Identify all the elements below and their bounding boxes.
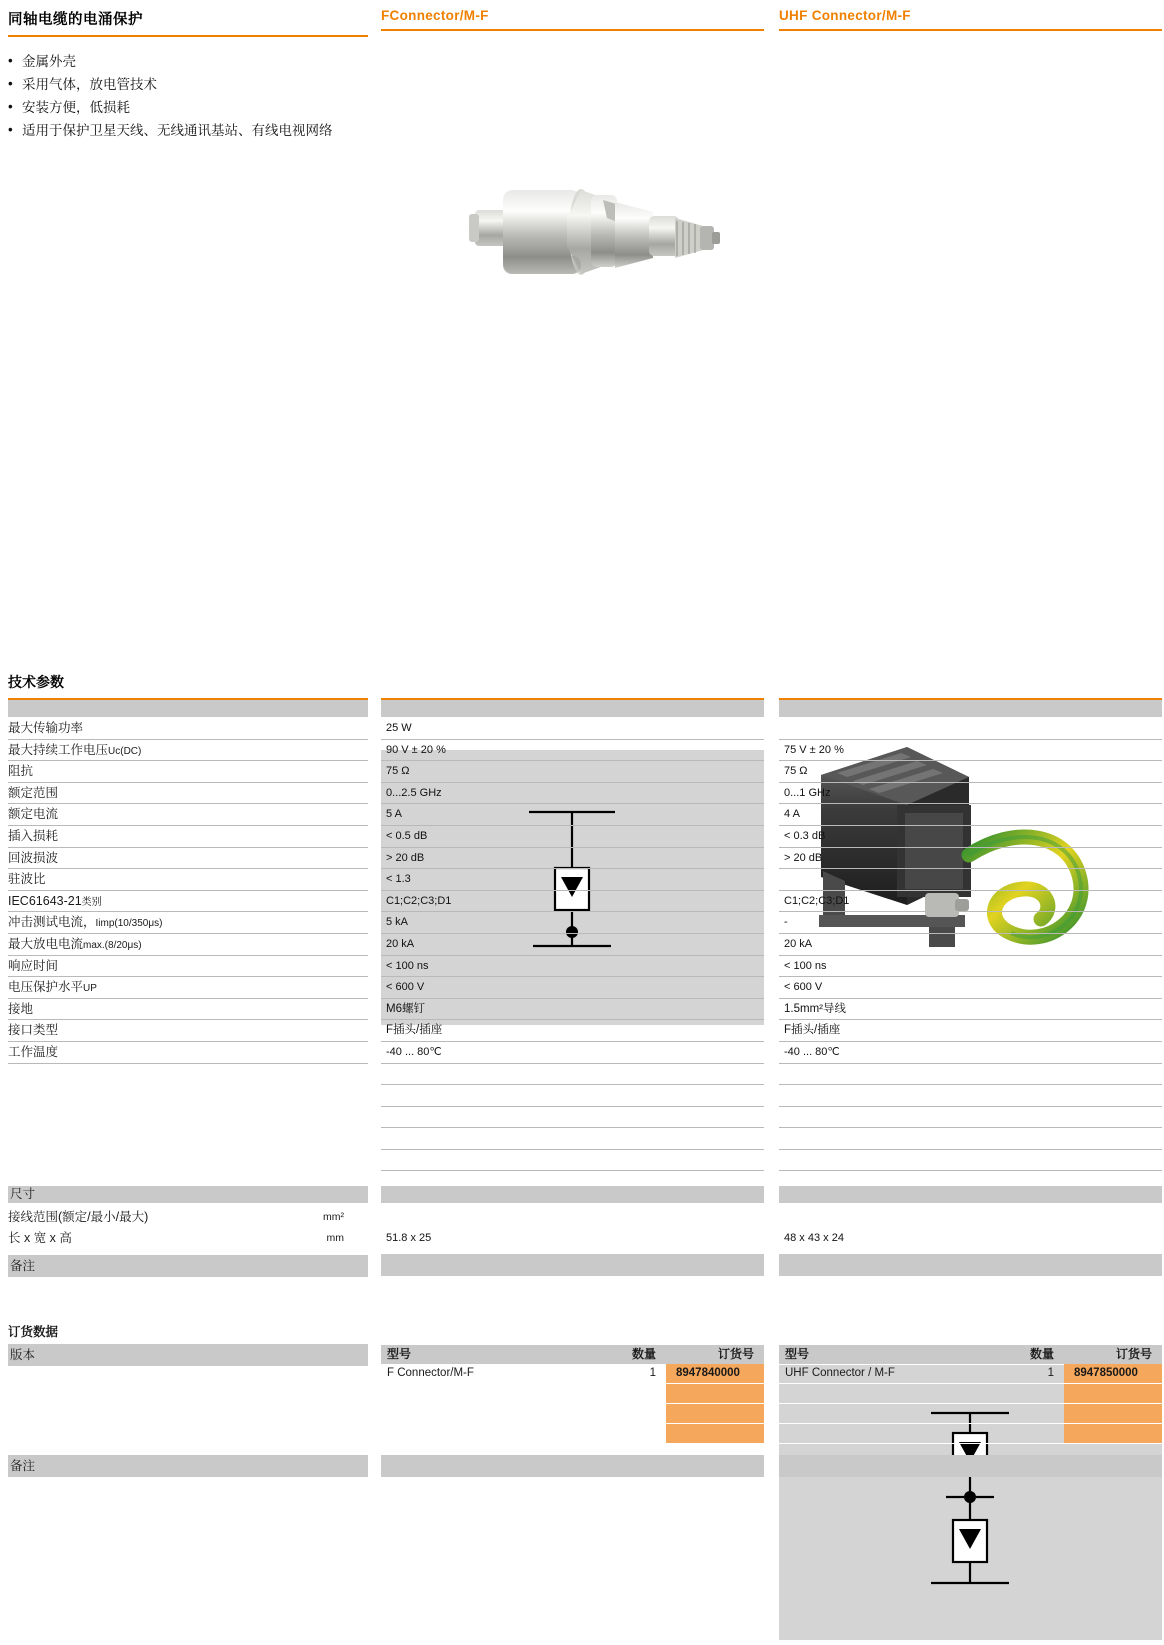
note-label: 备注	[8, 1255, 368, 1277]
left-header	[8, 8, 368, 143]
order-data-section	[8, 1322, 368, 1366]
note-label: 备注	[8, 1455, 368, 1477]
dimension-label: 接线范围(额定/最小/最大) mm²	[8, 1210, 344, 1224]
order-model: UHF Connector / M-F	[785, 1367, 895, 1379]
table-row-empty	[779, 1384, 1162, 1404]
spec-value: 20 kA	[381, 934, 764, 956]
spec-value: 25 W	[381, 718, 764, 740]
spec-value: 75 Ω	[779, 761, 1162, 783]
note-band	[779, 1254, 1162, 1276]
note-band	[381, 1254, 764, 1276]
spec-value-empty	[779, 1085, 1162, 1107]
table-row	[381, 1364, 764, 1384]
spec-value: 75 Ω	[381, 761, 764, 783]
spec-value-empty	[381, 1064, 764, 1086]
list-item: • 采用气体，放电管技术	[8, 74, 368, 95]
spec-value-empty	[779, 1064, 1162, 1086]
spec-value: < 100 ns	[381, 956, 764, 978]
dimension-value	[381, 1207, 764, 1228]
spec-value	[779, 718, 1162, 740]
version-label: 版本	[8, 1344, 368, 1366]
table-row-empty	[381, 1424, 764, 1444]
spec-value: 0...1 GHz	[779, 783, 1162, 805]
order-note-section	[8, 1455, 368, 1477]
order-code: 8947850000	[1064, 1364, 1162, 1383]
spec-label: 接地	[8, 999, 368, 1021]
feature-list	[8, 51, 368, 141]
spec-value: F插头/插座	[779, 1020, 1162, 1042]
spec-value: -40 ... 80℃	[779, 1042, 1162, 1064]
order-code: 8947840000	[666, 1364, 764, 1383]
order-col-model: 型号	[387, 1347, 412, 1361]
spec-value-empty	[381, 1128, 764, 1150]
spec-value-empty	[381, 1085, 764, 1107]
order-col-model: 型号	[785, 1347, 810, 1361]
spec-label: 最大持续工作电压Uc(DC)	[8, 740, 368, 762]
f-connector-dimensions	[381, 1186, 764, 1276]
order-table-header	[381, 1345, 764, 1364]
title-rule	[8, 35, 368, 37]
uhf-connector-order-table	[779, 1345, 1162, 1444]
spec-label: 回波损波	[8, 848, 368, 870]
f-connector-photo	[381, 50, 764, 390]
spec-value: < 100 ns	[779, 956, 1162, 978]
dimension-value: 48 x 43 x 24	[784, 1231, 844, 1244]
order-data-title: 订货数据	[8, 1325, 59, 1339]
spec-label-list	[8, 718, 368, 1064]
column-f-connector-header	[381, 8, 764, 31]
spec-label: 插入损耗	[8, 826, 368, 848]
uhf-connector-spec-values	[779, 718, 1162, 1193]
order-qty: 1	[649, 1367, 656, 1379]
order-table-header	[779, 1345, 1162, 1364]
uhf-connector-note-band	[779, 1455, 1162, 1477]
column-heading: UHF Connector/M-F	[779, 8, 911, 23]
table-row-empty	[381, 1384, 764, 1404]
spec-label: 电压保护水平UP	[8, 977, 368, 999]
spec-label: 阻抗	[8, 761, 368, 783]
f-connector-note-band	[381, 1455, 764, 1477]
column-heading: FConnector/M-F	[381, 8, 489, 23]
column-rule	[381, 29, 764, 31]
spec-value: < 600 V	[381, 977, 764, 999]
spec-value: 4 A	[779, 804, 1162, 826]
spec-value-empty	[779, 1128, 1162, 1150]
dimensions-title: 尺寸	[10, 1187, 36, 1201]
spec-value: 5 kA	[381, 912, 764, 934]
spec-value: < 0.5 dB	[381, 826, 764, 848]
order-col-code: 订货号	[1115, 1347, 1152, 1361]
spec-value-empty	[779, 1107, 1162, 1129]
spec-value: C1;C2;C3;D1	[779, 891, 1162, 913]
spec-value: F插头/插座	[381, 1020, 764, 1042]
table-row-empty	[779, 1404, 1162, 1424]
spec-value-empty	[381, 1150, 764, 1172]
spec-label: 额定电流	[8, 804, 368, 826]
spec-value: 75 V ± 20 %	[779, 740, 1162, 762]
dimension-value	[779, 1207, 1162, 1228]
spec-label: 额定范围	[8, 783, 368, 805]
spec-label: 冲击测试电流，Iimp(10/350μs)	[8, 912, 368, 934]
table-row-empty	[779, 1424, 1162, 1444]
spec-value: C1;C2;C3;D1	[381, 891, 764, 913]
spec-value-empty	[779, 1150, 1162, 1172]
spec-value: -	[779, 912, 1162, 934]
page-title: 同轴电缆的电涌保护	[8, 12, 143, 28]
spec-value: < 600 V	[779, 977, 1162, 999]
spec-label: 工作温度	[8, 1042, 368, 1064]
spec-value-empty	[381, 1107, 764, 1129]
order-model: F Connector/M-F	[387, 1367, 474, 1379]
order-col-qty: 数量	[1029, 1347, 1054, 1361]
spec-label: 响应时间	[8, 956, 368, 978]
spec-value: -40 ... 80℃	[381, 1042, 764, 1064]
spec-value: > 20 dB	[779, 848, 1162, 870]
list-item: • 金属外壳	[8, 51, 368, 72]
f-connector-order-table	[381, 1345, 764, 1444]
list-item: • 安装方便，低损耗	[8, 97, 368, 118]
list-item: • 适用于保护卫星天线、无线通讯基站、有线电视网络	[8, 120, 368, 141]
order-col-code: 订货号	[717, 1347, 754, 1361]
table-row	[779, 1364, 1162, 1384]
dimensions-section	[8, 1186, 368, 1277]
spec-label: 最大放电电流max.(8/20μs)	[8, 934, 368, 956]
spec-label: 驻波比	[8, 869, 368, 891]
table-row-empty	[381, 1404, 764, 1424]
dimension-value: 51.8 x 25	[386, 1231, 432, 1244]
column-rule	[779, 29, 1162, 31]
spec-value: < 0.3 dB	[779, 826, 1162, 848]
spec-value: 5 A	[381, 804, 764, 826]
column-uhf-connector-header	[779, 8, 1162, 31]
dimension-label: 长 x 宽 x 高 mm	[8, 1231, 344, 1245]
tech-params-title: 技术参数	[8, 674, 64, 690]
spec-label: IEC61643-21类别	[8, 891, 368, 913]
spec-label: 最大传输功率	[8, 718, 368, 740]
f-connector-spec-band	[381, 698, 764, 717]
spec-label: 接口类型	[8, 1020, 368, 1042]
uhf-connector-spec-band	[779, 698, 1162, 717]
spec-value: M6螺钉	[381, 999, 764, 1021]
order-qty: 1	[1047, 1367, 1054, 1379]
tech-params-band	[8, 698, 368, 717]
spec-value: < 1.3	[381, 869, 764, 891]
spec-value: 20 kA	[779, 934, 1162, 956]
spec-value: > 20 dB	[381, 848, 764, 870]
f-connector-spec-values	[381, 718, 764, 1193]
spec-value: 1.5mm²导线	[779, 999, 1162, 1021]
order-col-qty: 数量	[631, 1347, 656, 1361]
uhf-connector-dimensions	[779, 1186, 1162, 1276]
spec-value: 0...2.5 GHz	[381, 783, 764, 805]
spec-value: 90 V ± 20 %	[381, 740, 764, 762]
spec-value	[779, 869, 1162, 891]
tech-params-section	[8, 672, 368, 692]
